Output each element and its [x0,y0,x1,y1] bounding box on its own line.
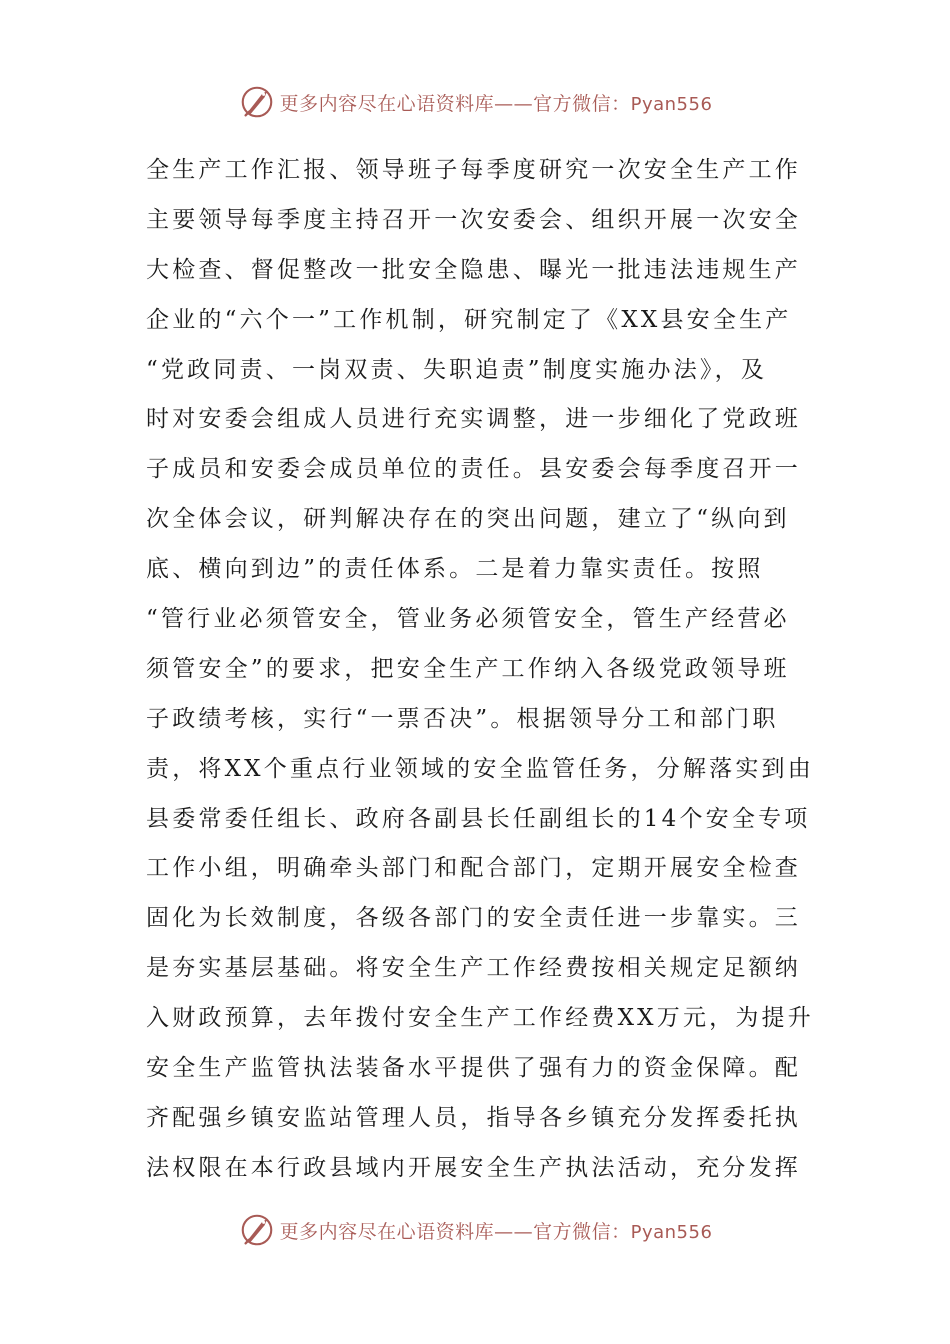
header-contact-label: 官方微信： [533,92,631,115]
body-line: 底、横向到边”的责任体系。二是着力靠实责任。按照 [146,556,764,583]
footer-banner-text [280,1217,713,1244]
header-contact-id: Pyan556 [630,93,713,115]
footer-contact-id: Pyan556 [630,1221,713,1243]
body-line: 时对安委会组成人员进行充实调整，进一步细化了党政班 [146,406,801,433]
document-body [146,146,814,1194]
body-line: 主要领导每季度主持召开一次安委会、组织开展一次安全 [146,206,801,233]
body-line: 大检查、督促整改一批安全隐患、曝光一批违法违规生产 [146,256,801,283]
pen-nib-icon [238,83,276,121]
header-brand: 更多内容尽在心语资料库 [279,92,495,115]
body-line: 固化为长效制度，各级各部门的安全责任进一步靠实。三 [146,905,801,932]
body-line: 子政绩考核，实行“一票否决”。根据领导分工和部门职 [146,705,779,732]
body-line: 须管安全”的要求，把安全生产工作纳入各级党政领导班 [146,655,790,682]
body-line: 全生产工作汇报、领导班子每季度研究一次安全生产工作 [146,157,801,183]
body-line: “管行业必须管安全，管业务必须管安全，管生产经营必 [146,606,790,633]
header-banner-text [280,89,713,116]
body-line: 入财政预算，去年拨付安全生产工作经费XX万元，为提升 [146,1005,814,1032]
pen-nib-icon [238,1211,276,1249]
body-line: 法权限在本行政县域内开展安全生产执法活动，充分发挥 [146,1154,801,1181]
footer-banner-content [238,1211,713,1249]
body-line: 安全生产监管执法装备水平提供了强有力的资金保障。配 [146,1055,801,1082]
body-line: 子成员和安委会成员单位的责任。县安委会每季度召开一 [146,456,801,483]
footer-banner [0,1208,950,1252]
body-line: 是夯实基层基础。将安全生产工作经费按相关规定足额纳 [146,955,801,982]
footer-dash: —— [494,1220,534,1243]
body-line: 次全体会议，研判解决存在的突出问题，建立了“纵向到 [146,506,790,533]
body-line: 工作小组，明确牵头部门和配合部门，定期开展安全检查 [146,855,801,882]
header-dash: —— [494,92,534,115]
body-line: 县委常委任组长、政府各副县长任副组长的14个安全专项 [146,805,811,832]
footer-contact-label: 官方微信： [533,1220,631,1243]
body-line: 责，将XX个重点行业领域的安全监管任务，分解落实到由 [146,755,814,782]
body-line: 齐配强乡镇安监站管理人员，指导各乡镇充分发挥委托执 [146,1104,801,1131]
body-line: 企业的“六个一”工作机制，研究制定了《XX县安全生产 [146,306,792,333]
body-line: “党政同责、一岗双责、失职追责”制度实施办法》，及 [146,356,768,383]
footer-brand: 更多内容尽在心语资料库 [279,1220,495,1243]
header-banner-content [238,83,713,121]
header-banner [0,80,950,124]
